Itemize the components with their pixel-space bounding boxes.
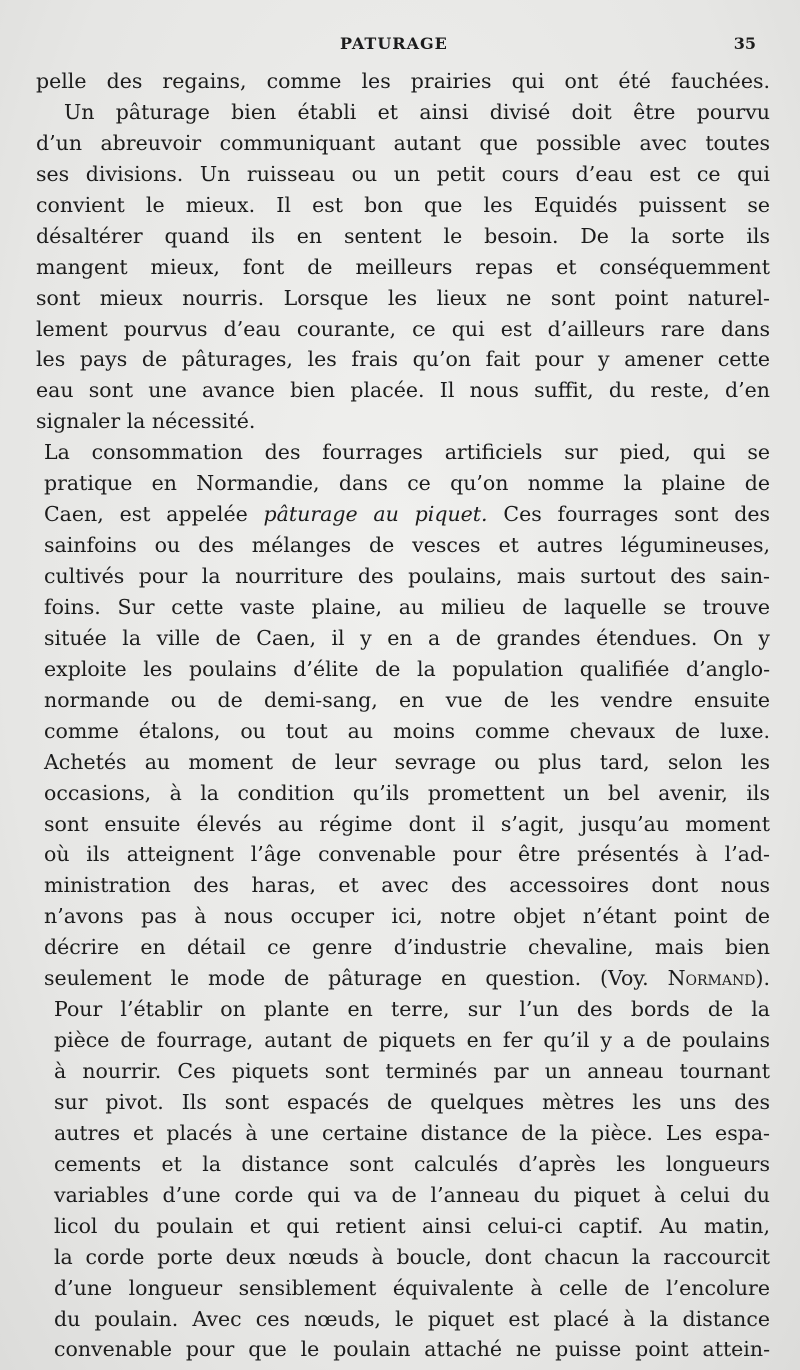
text-line: cements et la distance sont calculés d’après les longueurs (54, 1151, 770, 1176)
text-line: ses divisions. Un ruisseau ou un petit cours d’eau est ce qui (36, 161, 770, 186)
text-line: sont ensuite élevés au régime dont il s’agit, jusqu’au moment (44, 811, 770, 836)
text-line: située la ville de Caen, il y en a de grandes étendues. On y (44, 625, 770, 650)
text-line: sainfoins ou des mélanges de vesces et autres légumineuses, (44, 533, 770, 558)
text-line: d’un abreuvoir communiquant autant que possible avec toutes (36, 130, 770, 155)
small-caps-term: Normand (667, 966, 756, 991)
text-span: Ces fourrages sont des (487, 502, 770, 527)
text-line: la corde porte deux nœuds à boucle, dont chacun la raccourcit (54, 1244, 770, 1269)
text-line: foins. Sur cette vaste plaine, au milieu de laquelle se trouve (44, 594, 770, 619)
text-line: convient le mieux. Il est bon que les Equidés puissent se (36, 192, 770, 217)
text-line: normande ou de demi-sang, en vue de les vendre ensuite (44, 687, 770, 712)
text-line (36, 499, 770, 530)
text-span: seulement le mode de pâturage en question. (Voy. (44, 966, 668, 991)
text-line: d’une longueur sensiblement équivalente à celle de l’encolure (54, 1275, 770, 1300)
text-line: à nourrir. Ces piquets sont terminés par un anneau tournant (54, 1059, 770, 1083)
text-line: signaler la nécessité. (36, 409, 256, 434)
text-line: mangent mieux, font de meilleurs repas et conséquemment (36, 254, 770, 279)
text-line: variables d’une corde qui va de l’anneau du piquet à celui du (54, 1182, 770, 1207)
text-line: eau sont une avance bien placée. Il nous suffit, du reste, d’en (36, 378, 770, 403)
running-header (0, 34, 800, 56)
text-line: décrire en détail ce genre d’industrie chevaline, mais bien (44, 935, 770, 960)
italic-term: pâturage au piquet. (263, 502, 488, 527)
text-line (36, 963, 770, 994)
text-line: comme étalons, ou tout au moins comme chevaux de luxe. (44, 718, 770, 743)
text-line: licol du poulain et qui retient ainsi celui-ci captif. Au matin, (54, 1213, 770, 1238)
text-line: convenable pour que le poulain attaché ne puisse point attein- (54, 1337, 770, 1362)
text-line: cultivés pour la nourriture des poulains, mais surtout des sain- (44, 564, 770, 588)
text-line: pratique en Normandie, dans ce qu’on nomme la plaine de (44, 471, 770, 496)
text-line: où ils atteignent l’âge convenable pour être présentés à l’ad- (44, 842, 770, 867)
text-line: du poulain. Avec ces nœuds, le piquet est placé à la distance (54, 1306, 770, 1331)
text-line: sont mieux nourris. Lorsque les lieux ne sont point naturel- (36, 285, 770, 310)
text-line: occasions, à la condition qu’ils promettent un bel avenir, ils (44, 780, 770, 805)
text-line: pièce de fourrage, autant de piquets en fer qu’il y a de poulains (54, 1028, 770, 1053)
text-line: Un pâturage bien établi et ainsi divisé doit être pourvu (64, 99, 770, 124)
text-line: ministration des haras, et avec des accessoires dont nous (44, 873, 770, 898)
text-line: Achetés au moment de leur sevrage ou plus tard, selon les (44, 749, 770, 774)
text-span: ). (755, 966, 770, 991)
text-line: La consommation des fourrages artificiels sur pied, qui se (44, 440, 770, 465)
text-line: lement pourvus d’eau courante, ce qui est d’ailleurs rare dans (36, 316, 770, 341)
running-title: PATURAGE (340, 34, 448, 53)
text-line: Pour l’établir on plante en terre, sur l’un des bords de la (54, 997, 770, 1022)
text-line: sur pivot. Ils sont espacés de quelques mètres les uns des (54, 1089, 770, 1114)
text-line: exploite les poulains d’élite de la population qualifiée d’anglo- (44, 656, 770, 681)
text-line: désaltérer quand ils en sentent le besoin. De la sorte ils (36, 223, 770, 248)
text-line: pelle des regains, comme les prairies qui ont été fauchées. (36, 69, 770, 93)
text-span: Caen, est appelée (44, 502, 264, 527)
text-line: n’avons pas à nous occuper ici, notre objet n’étant point de (44, 904, 770, 929)
page-number: 35 (733, 34, 756, 53)
body-text (36, 66, 770, 1365)
text-line: autres et placés à une certaine distance de la pièce. Les espa- (54, 1120, 770, 1145)
text-line: les pays de pâturages, les frais qu’on fait pour y amener cette (36, 347, 770, 372)
